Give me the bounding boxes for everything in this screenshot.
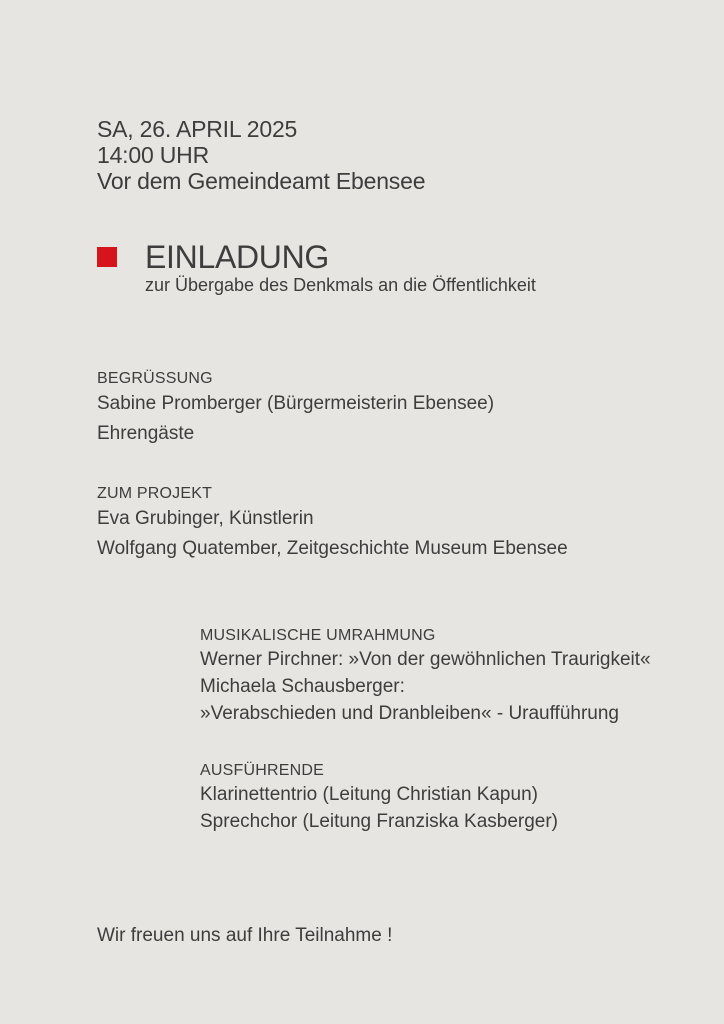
performers-item-trio: Klarinettentrio (Leitung Christian Kapun) — [200, 784, 538, 805]
project-item-museum: Wolfgang Quatember, Zeitgeschichte Museum Ebensee — [97, 538, 568, 559]
music-item-pirchner: Werner Pirchner: »Von der gewöhnlichen Traurigkeit« — [200, 649, 651, 670]
welcome-section — [97, 369, 494, 449]
project-heading: ZUM PROJEKT — [97, 485, 213, 502]
performers-heading: AUSFÜHRENDE — [200, 762, 324, 779]
performers-section — [200, 761, 558, 835]
closing-section — [97, 924, 392, 948]
project-section — [97, 484, 568, 564]
welcome-heading: BEGRÜSSUNG — [97, 370, 213, 387]
music-item-premiere: »Verabschieden und Dranbleiben« - Uraufführung — [200, 703, 620, 724]
event-date: SA, 26. APRIL 2025 — [97, 116, 298, 142]
project-item-artist: Eva Grubinger, Künstlerin — [97, 508, 314, 529]
invitation-subtitle: zur Übergabe des Denkmals an die Öffentlichkeit — [145, 275, 536, 295]
music-heading: MUSIKALISCHE UMRAHMUNG — [200, 627, 436, 644]
red-square-marker — [97, 247, 117, 267]
closing-text: Wir freuen uns auf Ihre Teilnahme ! — [97, 925, 393, 946]
invitation-header — [145, 240, 536, 296]
event-details — [97, 116, 425, 194]
event-location: Vor dem Gemeindeamt Ebensee — [97, 168, 426, 194]
welcome-item-guests: Ehrengäste — [97, 423, 195, 444]
music-item-schausberger: Michaela Schausberger: — [200, 676, 405, 697]
performers-item-choir: Sprechchor (Leitung Franziska Kasberger) — [200, 811, 559, 832]
invitation-title: EINLADUNG — [145, 239, 330, 275]
music-section — [200, 626, 651, 727]
welcome-item-mayor: Sabine Promberger (Bürgermeisterin Ebensee) — [97, 393, 495, 414]
event-time: 14:00 UHR — [97, 142, 209, 168]
